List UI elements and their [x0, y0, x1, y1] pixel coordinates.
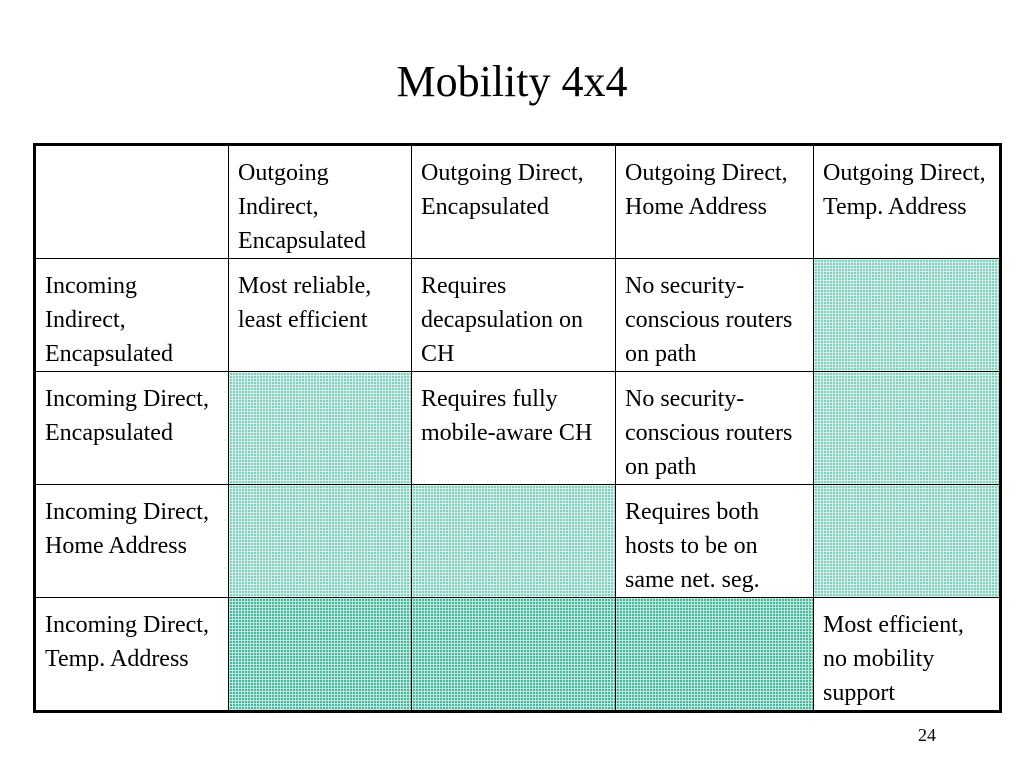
shaded-cell [229, 598, 412, 712]
table-cell: Requires fully mobile-aware CH [412, 372, 616, 485]
shaded-cell [814, 372, 1001, 485]
corner-cell [35, 145, 229, 259]
row-label-cell: Incoming Direct, Encapsulated [35, 372, 229, 485]
mobility-matrix-table [33, 143, 1002, 713]
table-cell: Most reliable, least efficient [229, 259, 412, 372]
table-cell: Requires decapsulation on CH [412, 259, 616, 372]
row-label-cell: Incoming Direct, Temp. Address [35, 598, 229, 712]
shaded-cell [412, 485, 616, 598]
shaded-cell [814, 485, 1001, 598]
shaded-cell [229, 485, 412, 598]
table-cell: No security-conscious routers on path [616, 259, 814, 372]
shaded-cell [412, 598, 616, 712]
table-row [35, 259, 1001, 372]
table-row [35, 598, 1001, 712]
slide-title: Mobility 4x4 [396, 57, 628, 106]
table-row [35, 485, 1001, 598]
shaded-cell [229, 372, 412, 485]
shaded-cell [814, 259, 1001, 372]
table-cell: Most efficient, no mobility support [814, 598, 1001, 712]
header-cell: Outgoing Direct, Temp. Address [814, 145, 1001, 259]
table-cell: Requires both hosts to be on same net. seg. [616, 485, 814, 598]
header-cell: Outgoing Direct, Encapsulated [412, 145, 616, 259]
row-label-cell: Incoming Indirect, Encapsulated [35, 259, 229, 372]
header-cell: Outgoing Direct, Home Address [616, 145, 814, 259]
table-row [35, 372, 1001, 485]
page-number: 24 [918, 725, 936, 745]
header-row [35, 145, 1001, 259]
table-cell: No security-conscious routers on path [616, 372, 814, 485]
header-cell: Outgoing Indirect, Encapsulated [229, 145, 412, 259]
row-label-cell: Incoming Direct, Home Address [35, 485, 229, 598]
shaded-cell [616, 598, 814, 712]
